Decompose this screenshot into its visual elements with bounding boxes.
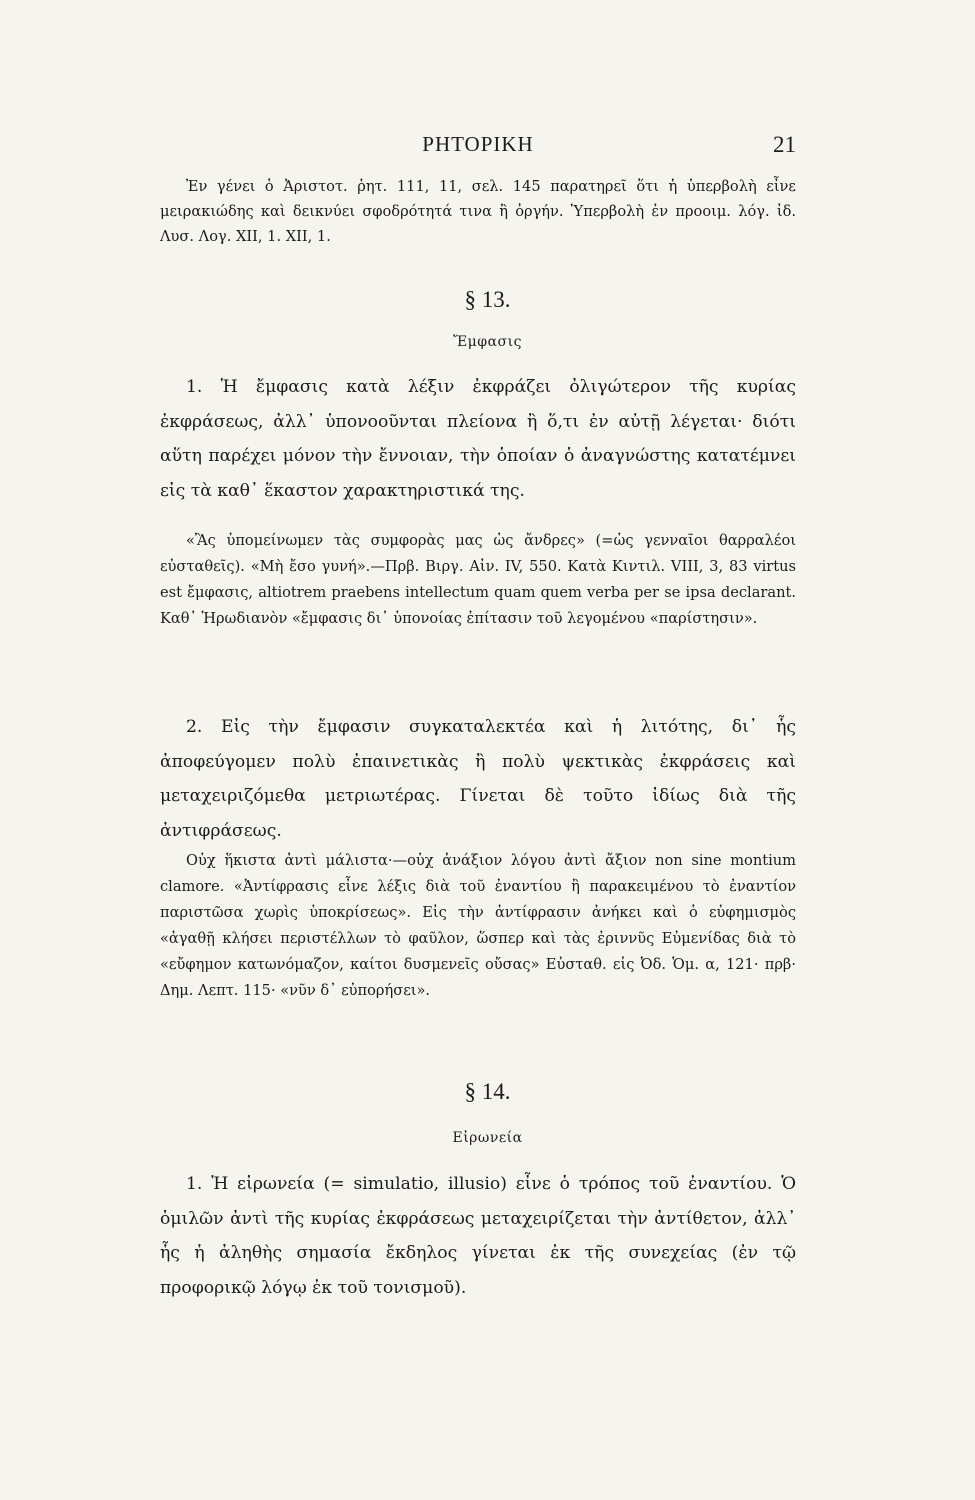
- section-14-paragraph-1: [160, 1167, 796, 1305]
- note-text: «Ἂς ὑπομείνωμεν τὰς συμφορὰς μας ὡς ἄνδρες» (=ὡς γενναῖοι θαρραλέοι εὐσταθεῖς). «Μὴ ἔσο γυνή».—Πρβ. Βιργ. Αἰν. IV, 550. Κατὰ Κιντιλ. VIII, 3, 83 virtus est ἔμφασις, altiotrem praebens intellectum quam quem verba per se ipsa declarant. Καθ᾽ Ἡρωδιανὸν «ἔμφασις δι᾽ ὑπονοίας ἐπίτασιν τοῦ λεγομένου «παρίστησιν».: [160, 532, 796, 627]
- paragraph-text: 1. Ἡ ἔμφασις κατὰ λέξιν ἐκφράζει ὀλιγώτερον τῆς κυρίας ἐκφράσεως, ἀλλ᾽ ὑπονοοῦνται πλείονα ἢ ὅ,τι ἐν αὐτῇ λέγεται· διότι αὕτη παρέχει μόνον τὴν ἔννοιαν, τὴν ὁποίαν ὁ ἀναγνώστης κατατέμνει εἰς τὰ καθ᾽ ἕκαστον χαρακτηριστικά της.: [160, 377, 796, 501]
- section-13-mark: § 13.: [464, 287, 511, 312]
- section-14-title: Εἰρωνεία: [452, 1130, 523, 1146]
- top-note-text: Ἐν γένει ὁ Ἀριστοτ. ῥητ. 111, 11, σελ. 145 παρατηρεῖ ὅτι ἡ ὑπερβολὴ εἶνε μειρακιώδης καὶ δεικνύει σφοδρότητά τινα ἢ ὀργήν. Ὑπερβολὴ ἐν προοιμ. λόγ. ἰδ. Λυσ. Λογ. XII, 1. XII, 1.: [160, 178, 796, 245]
- section-13-note-1: [160, 528, 796, 632]
- section-14-mark: § 14.: [464, 1079, 511, 1104]
- page-number: 21: [773, 132, 796, 157]
- note-text: Οὐχ ἥκιστα ἀντὶ μάλιστα·—οὐχ ἀνάξιον λόγου ἀντὶ ἄξιον non sine montium clamore. «Ἀντίφρασις εἶνε λέξις διὰ τοῦ ἐναντίου ἢ παρακειμένου τὸ ἐναντίον παριστῶσα χωρὶς ὑποκρίσεως». Εἰς τὴν ἀντίφρασιν ἀνήκει καὶ ὁ εὐφημισμὸς «ἀγαθῇ κλήσει περιστέλλων τὸ φαῦλον, ὥσπερ καὶ τὰς ἐριννῦς Εὐμενίδας διὰ τὸ «εὔφημον κατωνόμαζον, καίτοι δυσμενεῖς οὔσας» Εὐσταθ. εἰς Ὀδ. Ὁμ. α, 121· πρβ· Δημ. Λεπτ. 115· «νῦν δ᾽ εὐπορήσει».: [160, 852, 796, 999]
- section-13-title: Ἔμφασις: [453, 334, 522, 350]
- page-header: [160, 132, 796, 162]
- section-13-paragraph-1: [160, 370, 796, 508]
- top-note: [160, 174, 796, 249]
- running-title: ΡΗΤΟΡΙΚΗ: [422, 132, 534, 156]
- paragraph-text: 1. Ἡ εἰρωνεία (= simulatio, illusio) εἶνε ὁ τρόπος τοῦ ἐναντίου. Ὁ ὁμιλῶν ἀντὶ τῆς κυρίας ἐκφράσεως μεταχειρίζεται τὴν ἀντίθετον, ἀλλ᾽ ἧς ἡ ἀληθὴς σημασία ἔκδηλος γίνεται ἐκ τῆς συνεχείας (ἐν τῷ προφορικῷ λόγῳ ἐκ τοῦ τονισμοῦ).: [160, 1174, 796, 1298]
- paragraph-text: 2. Εἰς τὴν ἔμφασιν συγκαταλεκτέα καὶ ἡ λιτότης, δι᾽ ἧς ἀποφεύγομεν πολὺ ἐπαινετικὰς ἢ πολὺ ψεκτικὰς ἐκφράσεις καὶ μεταχειριζόμεθα μετριωτέρας. Γίνεται δὲ τοῦτο ἰδίως διὰ τῆς ἀντιφράσεως.: [160, 717, 796, 841]
- section-13-note-2: [160, 848, 796, 1004]
- section-13-paragraph-2: [160, 710, 796, 848]
